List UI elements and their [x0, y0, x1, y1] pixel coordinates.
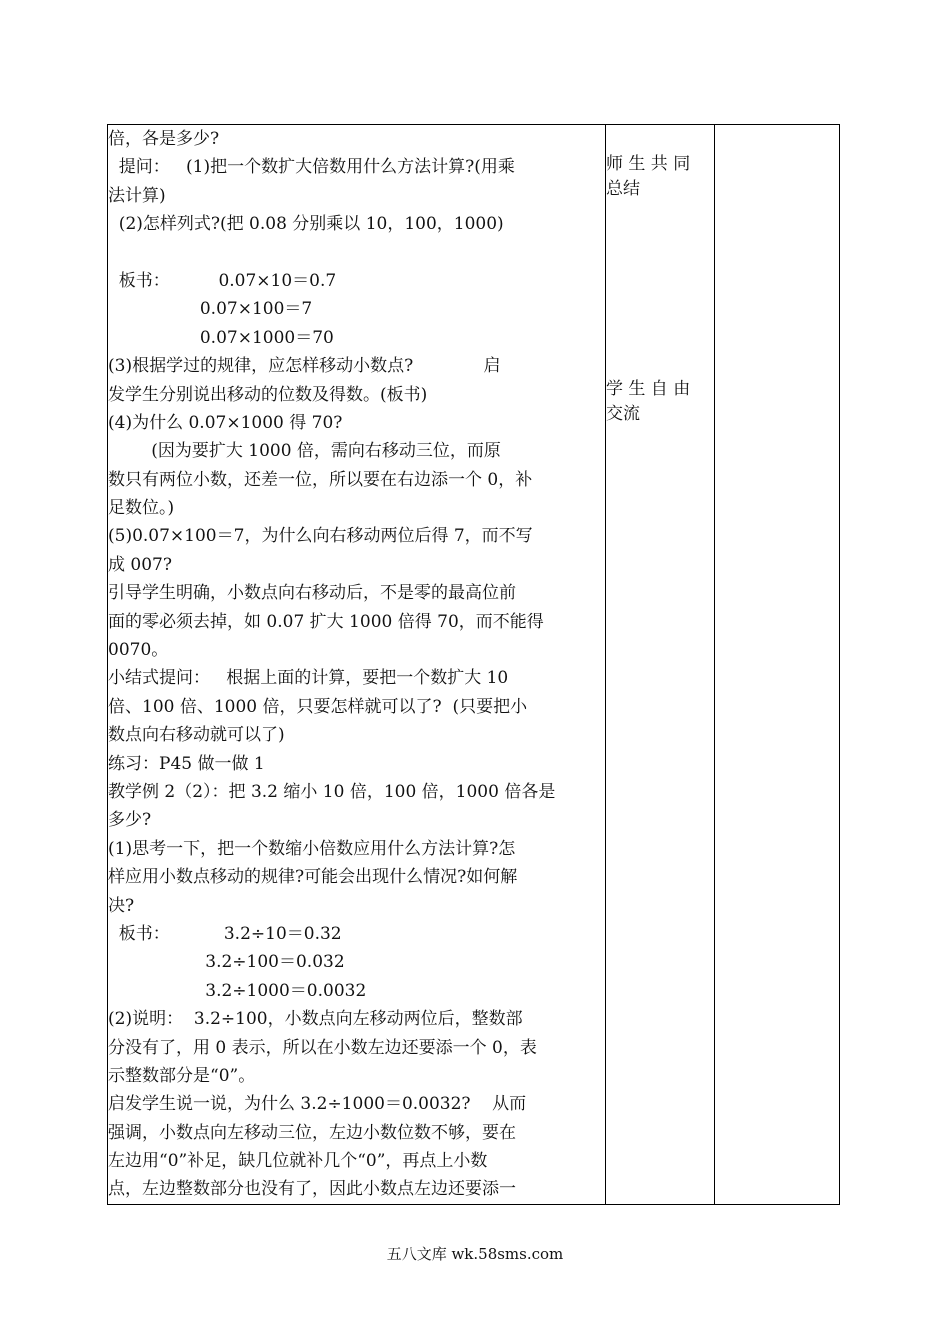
content-line: 教学例 2（2）：把 3.2 缩小 10 倍，100 倍，1000 倍各是: [108, 781, 556, 802]
content-line: 成 007?: [108, 554, 172, 575]
content-line: 提问： (1)把一个数扩大倍数用什么方法计算?(用乘: [108, 157, 515, 178]
content-line: 点，左边整数部分也没有了，因此小数点左边还要添一: [108, 1179, 516, 1200]
activity-discussion: 学 生 自 由 交流: [606, 379, 691, 424]
content-line: 多少?: [108, 810, 152, 831]
content-line: (4)为什么 0.07×1000 得 70?: [108, 412, 343, 433]
content-line: 示整数部分是“0”。: [108, 1065, 256, 1086]
content-line: 样应用小数点移动的规律?可能会出现什么情况?如何解: [108, 867, 518, 888]
content-line: 发学生分别说出移动的位数及得数。(板书): [108, 384, 428, 405]
content-line: 小结式提问： 根据上面的计算，要把一个数扩大 10: [108, 668, 509, 689]
content-line: (1)思考一下，把一个数缩小倍数应用什么方法计算?怎: [108, 838, 516, 859]
content-line: 足数位。): [108, 498, 175, 519]
teaching-content: [108, 125, 605, 1204]
activity-summary: 师 生 共 同 总结: [606, 154, 691, 199]
content-line: 0.07×100＝7: [108, 299, 313, 320]
content-line: (因为要扩大 1000 倍，需向右移动三位，而原: [108, 441, 501, 462]
content-line: 3.2÷1000＝0.0032: [108, 980, 367, 1001]
content-line: 分没有了，用 0 表示，所以在小数左边还要添一个 0，表: [108, 1037, 537, 1058]
content-line: 板书： 3.2÷10＝0.32: [108, 923, 342, 944]
content-line: 练习：P45 做一做 1: [108, 753, 265, 774]
content-line: 法计算): [108, 185, 166, 206]
notes-cell: [715, 125, 840, 1205]
content-line: 0.07×1000＝70: [108, 327, 334, 348]
content-line: 3.2÷100＝0.032: [108, 952, 345, 973]
content-line: (5)0.07×100＝7，为什么向右移动两位后得 7，而不写: [108, 526, 533, 547]
content-line: 数点向右移动就可以了): [108, 725, 285, 746]
content-line: 决?: [108, 895, 135, 916]
content-line: (3)根据学过的规律，应怎样移动小数点? 启: [108, 356, 501, 377]
content-line: 倍、100 倍、1000 倍，只要怎样就可以了? (只要把小: [108, 696, 528, 717]
teaching-content-cell: [108, 125, 606, 1205]
content-line: 数只有两位小数，还差一位，所以要在右边添一个 0，补: [108, 469, 533, 490]
content-line: 强调，小数点向左移动三位，左边小数位数不够，要在: [108, 1122, 516, 1143]
content-line: 板书： 0.07×10＝0.7: [108, 270, 337, 291]
content-line: 0070。: [108, 640, 169, 661]
lesson-plan-table: [107, 124, 840, 1205]
content-line: 启发学生说一说，为什么 3.2÷1000＝0.0032? 从而: [108, 1094, 527, 1115]
content-line: 引导学生明确，小数点向右移动后，不是零的最高位前: [108, 583, 516, 604]
content-line: (2)怎样列式?(把 0.08 分别乘以 10，100，1000): [108, 214, 504, 235]
content-line: 面的零必须去掉，如 0.07 扩大 1000 倍得 70，而不能得: [108, 611, 544, 632]
page-footer: 五八文库 wk.58sms.com: [386, 1245, 564, 1263]
content-line: [108, 239, 605, 267]
content-line: (2)说明： 3.2÷100，小数点向左移动两位后，整数部: [108, 1009, 523, 1030]
content-line: 倍，各是多少?: [108, 129, 220, 149]
student-activity-cell: [606, 125, 715, 1205]
content-line: 左边用“0”补足，缺几位就补几个“0”，再点上小数: [108, 1151, 488, 1172]
